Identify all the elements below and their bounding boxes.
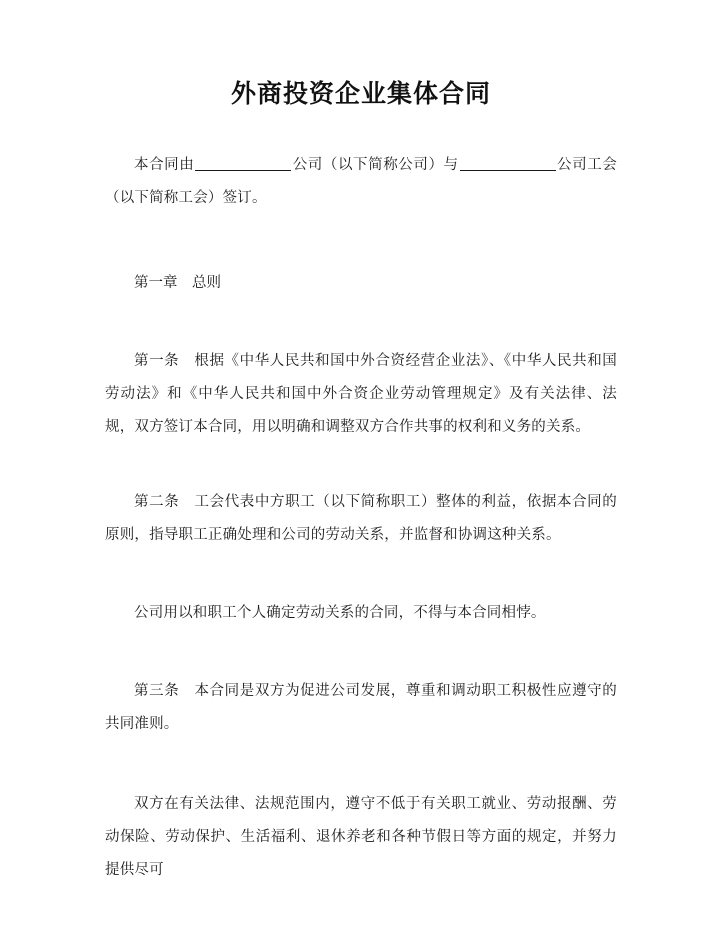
chapter-title: 总则 [192, 275, 221, 291]
article-3-separator [179, 683, 194, 699]
page-title: 外商投资企业集体合同 [230, 79, 491, 108]
article-3-label: 第三条 [134, 683, 180, 699]
spacer-after-chapter [105, 300, 617, 345]
chapter-number: 第一章 [134, 275, 178, 291]
intro-suffix: 公司工会（以下简称工会）签订。 [105, 157, 617, 206]
company-name-blank-1[interactable] [195, 170, 291, 171]
chapter-separator [178, 275, 193, 291]
article-2-separator [179, 494, 194, 510]
spacer-after-article-3 [105, 741, 617, 788]
spacer-after-article-2 [105, 552, 617, 597]
paragraph-individual-contract: 公司用以和职工个人确定劳动关系的合同，不得与本合同相悖。 [134, 605, 546, 621]
intro-paragraph [105, 149, 617, 215]
intro-middle: 公司（以下简称公司）与 [292, 157, 459, 173]
article-2-label: 第二条 [134, 494, 180, 510]
article-1 [105, 345, 617, 444]
article-3 [105, 675, 617, 741]
spacer-after-title [105, 110, 617, 149]
company-name-blank-2[interactable] [460, 170, 556, 171]
article-2 [105, 486, 617, 552]
article-2-text: 工会代表中方职工（以下简称职工）整体的利益，依据本合同的原则，指导职工正确处理和公司的劳动关系，并监督和协调这种关系。 [105, 494, 617, 543]
article-1-label: 第一条 [134, 353, 180, 369]
article-1-text: 根据《中华人民共和国中外合资经营企业法》、《中华人民共和国劳动法》和《中华人民共和国中外合资企业劳动管理规定》及有关法律、法规，双方签订本合同，用以明确和调整双方合作共事的权利和义务的关系。 [105, 353, 617, 435]
article-3-text: 本合同是双方为促进公司发展，尊重和调动职工积极性应遵守的共同准则。 [105, 683, 617, 732]
document-body [105, 0, 617, 887]
paragraph-legal-scope: 双方在有关法律、法规范围内，遵守不低于有关职工就业、劳动报酬、劳动保险、劳动保护、生活福利、退休养老和各种节假日等方面的规定，并努力提供尽可 [105, 796, 617, 878]
intro-prefix: 本合同由 [134, 157, 195, 173]
chapter-heading [105, 267, 617, 300]
article-1-separator [179, 353, 194, 369]
spacer-after-intro [105, 215, 617, 267]
spacer-after-subparagraph [105, 630, 617, 675]
spacer-after-article-1 [105, 444, 617, 486]
